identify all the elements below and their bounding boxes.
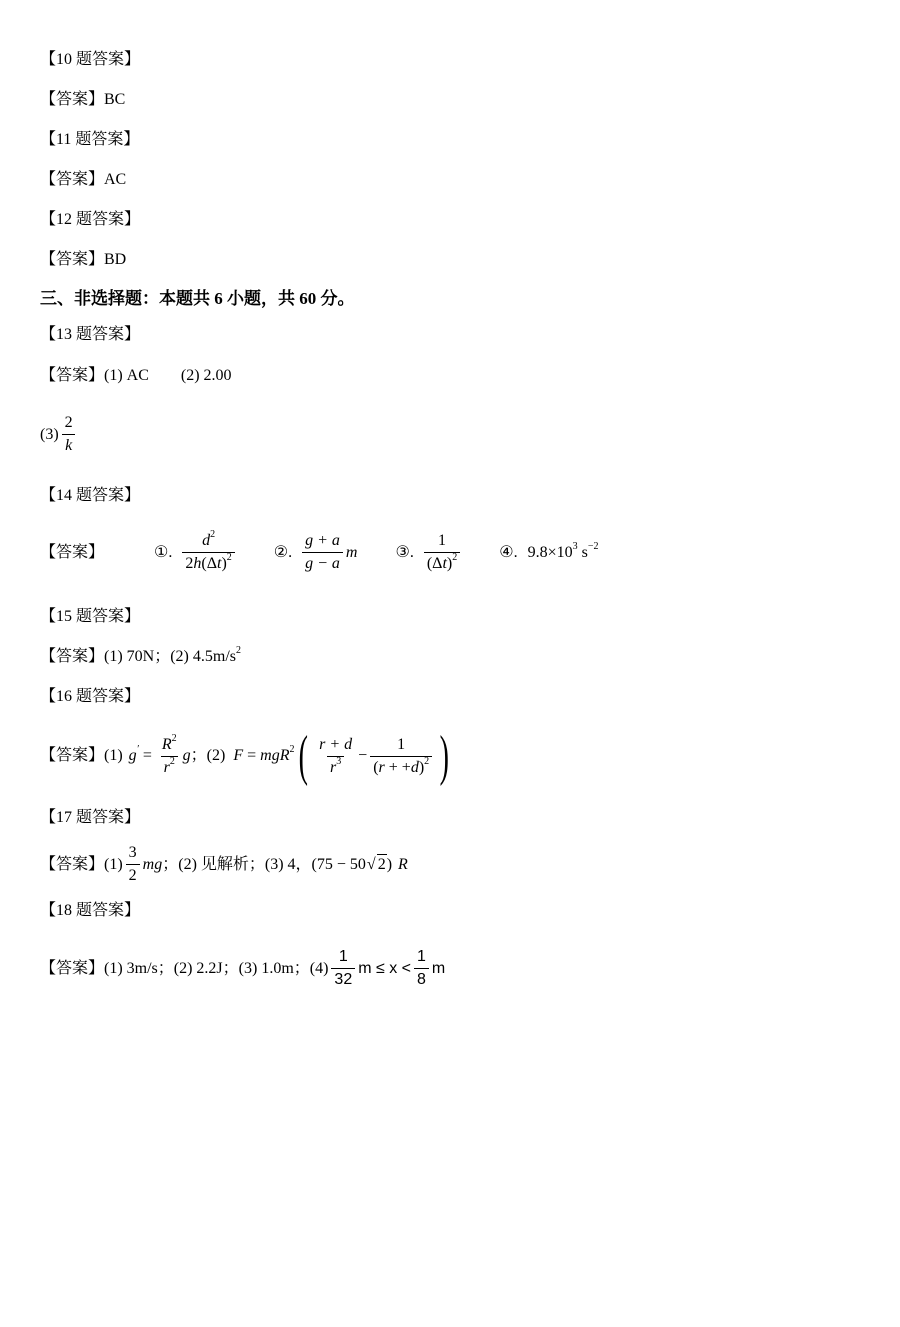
q18-header: 【18 题答案】 (40, 902, 141, 919)
q15-header: 【15 题答案】 (40, 608, 141, 625)
q10-header: 【10 题答案】 (40, 51, 141, 68)
q18-unit: m (431, 959, 446, 977)
q13-header: 【13 题答案】 (40, 326, 141, 343)
q14-formula-2-m: m (345, 543, 358, 561)
q16-answer-label: 【答案】(1) (40, 747, 123, 764)
q18-answer-label: 【答案】(1) 3m/s；(2) 2.2J；(3) 1.0m；(4) (40, 959, 329, 977)
q14-formula-2: $\frac{g + a}{g - a}$ (302, 530, 343, 575)
q13-part3 (40, 412, 79, 457)
q18-answer (40, 946, 445, 991)
q14-answer (40, 530, 598, 575)
q16-fraction-a: $\frac{r + d}{r^3}$ (316, 734, 355, 779)
q17-sqrt: 2 (377, 856, 386, 873)
q15-answer: 【答案】(1) 70N；(2) $4.5m/s^2$ (40, 645, 241, 665)
q10-answer: 【答案】BC (40, 91, 126, 108)
q13-answer: 【答案】(1) AC (2) 2.00 (40, 367, 232, 384)
q16-fraction-b: $\frac{1}{(r + +d)^2}$ (370, 734, 432, 779)
q14-answer-label: 【答案】 (40, 543, 105, 561)
q17-close-paren: ) (386, 855, 393, 873)
section-heading: 三、非选择题：本题共 6 小题，共 60 分。 (40, 289, 355, 308)
q14-formula-1: $\frac{d^2}{2h(\Delta t)^2}$ (182, 530, 234, 575)
q18-fraction-1: $\frac{1}{32}$ (331, 946, 355, 991)
q17-header: 【17 题答案】 (40, 809, 141, 826)
q14-item-2-label: ②. (273, 543, 293, 561)
q16-formula-1: $\frac{R^2}{r^2}$ (159, 734, 180, 779)
q13-part3-label: (3) (40, 425, 59, 443)
q12-answer: 【答案】BD (40, 251, 127, 268)
q12-header: 【12 题答案】 (40, 211, 141, 228)
q14-value-4: $9.8\times 10^3$ $s^{-2}$ (527, 540, 599, 561)
fraction-2-over-k: $\frac{2}{k}$ (62, 412, 76, 457)
q17-answer: 【答案】(1) $\frac{3}{2}$ mg ；(2) 见解析；(3) 4，(75 − 50 √ 2 ) R (40, 842, 408, 887)
q11-answer: 【答案】AC (40, 171, 127, 188)
q17-part2: ；(2) 见解析；(3) 4，(75 − 50 (162, 855, 366, 873)
q14-header: 【14 题答案】 (40, 487, 141, 504)
q14-item-4-label: ④. (499, 543, 518, 561)
q16-g-prime: g′ (128, 744, 139, 764)
q16-formula-2: F (233, 747, 244, 764)
q14-formula-3: $\frac{1}{(\Delta t)^2}$ (424, 530, 460, 575)
q14-item-3-label: ③. (395, 543, 414, 561)
q16-answer: 【答案】(1) g′ = $\frac{R^2}{r^2}$ g ；(2) F = mgR$^2$ ( $\frac{r + d}{r^3}$ − $\frac{1}{(r + +d)^2}$ ) (40, 725, 450, 787)
q17-formula-1: $\frac{3}{2}$ (126, 842, 140, 887)
q15-answer-text: 【答案】(1) 70N；(2) 4.5m/s (40, 648, 236, 665)
q18-fraction-2: $\frac{1}{8}$ (414, 946, 429, 991)
q18-inequality: m ≤ x < (358, 959, 412, 977)
q16-header: 【16 题答案】 (40, 688, 141, 705)
q17-answer-label: 【答案】(1) (40, 855, 123, 873)
q14-item-1-label: ①. (154, 543, 173, 561)
q11-header: 【11 题答案】 (40, 131, 140, 148)
